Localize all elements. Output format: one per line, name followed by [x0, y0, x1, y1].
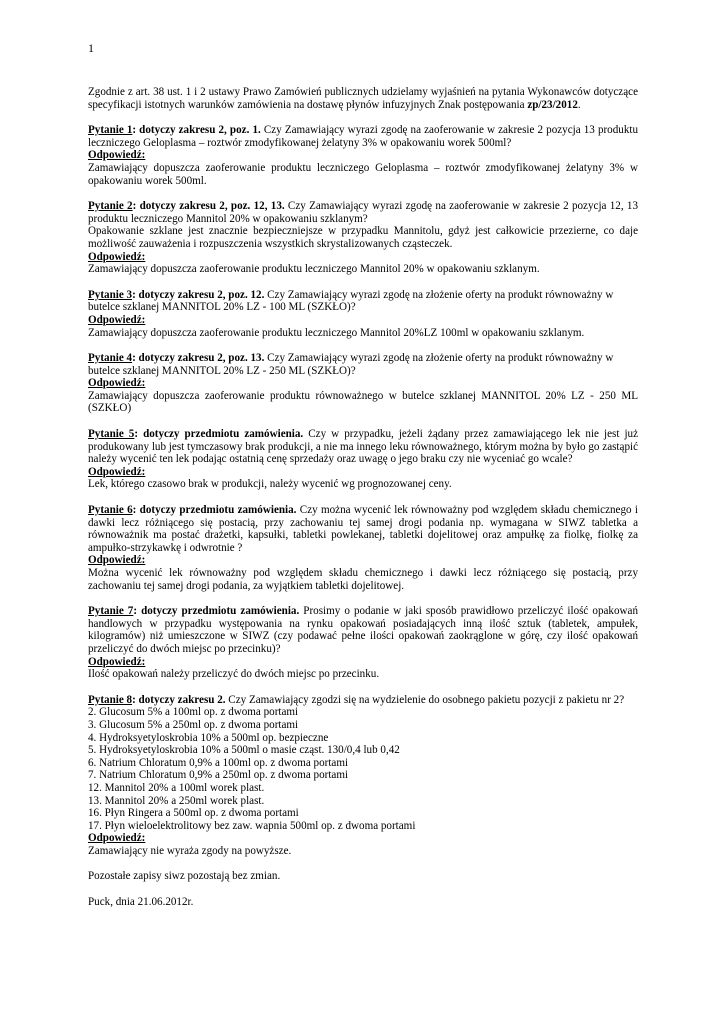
- question-extra: Opakowanie szklane jest znacznie bezpieczniejsze w przypadku Mannitolu, gdyż jest całkowicie przezierne, co daje możliwość zauważenia i rozpuszczenia wszystkich skrystalizowanych cząsteczek.: [88, 225, 638, 250]
- question-4-text: [88, 352, 638, 365]
- question-body: Czy można wycenić lek równoważny pod względem składu chemicznego i dawki lecz różniącego się postacią, przy zachowaniu tej samej drogi podania np. wymagana w SIWZ tabletka a równoważnik ma postać drażetki, kapsułki, tabletki powlekanej, tabletki dojelitowej oraz ampułkę za fiolkę, fiolkę za ampułko-strzykawkę i odwrotnie ?: [88, 504, 638, 554]
- list-item: 7. Natrium Chloratum 0,9% a 250ml op. z dwoma portami: [88, 769, 349, 782]
- question-3-text: [88, 289, 638, 302]
- closing-statement: Pozostałe zapisy siwz pozostają bez zmian.: [88, 870, 281, 883]
- question-1-text: [88, 124, 638, 149]
- answer-text: Lek, którego czasowo brak w produkcji, należy wycenić wg prognozowanej ceny.: [88, 478, 452, 491]
- question-label: Pytanie 5: [88, 428, 135, 441]
- question-subject: : dotyczy zakresu 2.: [132, 693, 226, 706]
- answer-label: Odpowiedź:: [88, 832, 146, 845]
- answer-text: Można wycenić lek równoważny pod względem składu chemicznego i dawki lecz różniącego się postacią, przy zachowaniu tej samej drogi podania, za wyjątkiem tabletki dojelitowej.: [88, 567, 638, 592]
- package-items-list: [88, 706, 638, 832]
- question-5: [88, 428, 638, 491]
- list-item: 16. Płyn Ringera a 500ml op. z dwoma portami: [88, 807, 299, 820]
- question-body-line1: Czy Zamawiający wyrazi zgodę na złożenie oferty na produkt równoważny w: [264, 288, 614, 301]
- procedure-code: zp/23/2012: [527, 98, 578, 111]
- question-subject: : dotyczy przedmiotu zamówienia.: [134, 428, 304, 441]
- answer-label: Odpowiedź:: [88, 250, 146, 263]
- question-subject: : dotyczy zakresu 2, poz. 1.: [132, 124, 261, 137]
- answer-label: Odpowiedź:: [88, 313, 146, 326]
- intro-end: .: [577, 98, 581, 111]
- page-number: 1: [88, 41, 94, 55]
- answer-text: Ilość opakowań należy przeliczyć do dwóch miejsc po przecinku.: [88, 668, 380, 681]
- intro-paragraph: [88, 86, 638, 111]
- answer-text: Zamawiający dopuszcza zaoferowanie produktu równoważnego w butelce szklanej MANNITOL 20% LZ - 250 ML (SZKŁO): [88, 389, 638, 415]
- list-item: 13. Mannitol 20% a 250ml worek plast.: [88, 794, 265, 807]
- question-subject: : dotyczy zakresu 2, poz. 13.: [132, 352, 265, 365]
- question-body-line2: butelce szklanej MANNITOL 20% LZ - 250 ML (SZKŁO)?: [88, 364, 356, 377]
- document-body: [88, 86, 638, 922]
- list-item: 17. Płyn wieloelektrolitowy bez zaw. wapnia 500ml op. z dwoma portami: [88, 819, 416, 832]
- question-8: [88, 694, 638, 858]
- question-body-line1: Czy Zamawiający wyrazi zgodę na złożenie oferty na produkt równoważny w: [264, 352, 614, 365]
- question-7: [88, 605, 638, 681]
- question-label: Pytanie 1: [88, 124, 133, 137]
- question-2-text: [88, 200, 638, 225]
- question-label: Pytanie 8: [88, 693, 133, 706]
- answer-label: Odpowiedź:: [88, 149, 146, 162]
- question-2: [88, 200, 638, 276]
- question-6-text: [88, 504, 638, 554]
- list-item: 2. Glucosum 5% a 100ml op. z dwoma portami: [88, 706, 299, 719]
- list-item: 12. Mannitol 20% a 100ml worek plast.: [88, 781, 265, 794]
- question-label: Pytanie 6: [88, 504, 133, 517]
- answer-text: Zamawiający dopuszcza zaoferowanie produktu leczniczego Geloplasma – roztwór zmodyfikowanej żelatyny 3% w opakowaniu worek 500ml.: [88, 161, 638, 187]
- question-body: Czy Zamawiający wyrazi zgodę na zaoferowanie w zakresie 2 pozycja 13 produktu leczniczego Geloplasma – roztwór zmodyfikowanej żelatyny 3% w opakowaniu worek 500ml?: [88, 124, 638, 149]
- answer-label: Odpowiedź:: [88, 377, 146, 390]
- question-3: [88, 289, 638, 339]
- list-item: 5. Hydroksyetyloskrobia 10% a 500ml o masie cząst. 130/0,4 lub 0,42: [88, 744, 400, 757]
- question-body: Czy w przypadku, jeżeli żądany przez zamawiającego lek nie jest już produkowany lub jest tymczasowy brak produkcji, a nie ma innego leku równoważnego, którym można by było go zastąpić należy wycenić ten lek podając ostatnią cenę sprzedaży oraz uwagę o jego braku czy nie wyceniać go wcale?: [88, 428, 638, 466]
- question-7-text: [88, 605, 638, 655]
- question-1: [88, 124, 638, 187]
- question-label: Pytanie 3: [88, 288, 133, 301]
- list-item: 3. Glucosum 5% a 250ml op. z dwoma portami: [88, 718, 299, 731]
- answer-text: Zamawiający nie wyraża zgody na powyższe.: [88, 844, 292, 857]
- question-label: Pytanie 2: [88, 200, 133, 213]
- question-subject: : dotyczy przedmiotu zamówienia.: [133, 605, 300, 618]
- question-6: [88, 504, 638, 592]
- intro-text: Zgodnie z art. 38 ust. 1 i 2 ustawy Prawo Zamówień publicznych udzielamy wyjaśnień na pytania Wykonawców dotyczące specyfikacji istotnych warunków zamówienia na dostawę płynów infuzyjnych Znak postępowania: [88, 86, 638, 111]
- question-label: Pytanie 4: [88, 352, 133, 365]
- question-label: Pytanie 7: [88, 605, 134, 618]
- question-subject: : dotyczy zakresu 2, poz. 12, 13.: [132, 200, 285, 213]
- answer-label: Odpowiedź:: [88, 655, 146, 668]
- answer-text: Zamawiający dopuszcza zaoferowanie produktu leczniczego Mannitol 20% w opakowaniu szklanym.: [88, 263, 540, 276]
- question-body-line2: butelce szklanej MANNITOL 20% LZ - 100 ML (SZKŁO)?: [88, 301, 356, 314]
- question-subject: : dotyczy przedmiotu zamówienia.: [132, 504, 297, 517]
- answer-label: Odpowiedź:: [88, 465, 146, 478]
- list-item: 6. Natrium Chloratum 0,9% a 100ml op. z dwoma portami: [88, 756, 349, 769]
- question-subject: : dotyczy zakresu 2, poz. 12.: [132, 288, 265, 301]
- list-item: 4. Hydroksyetyloskrobia 10% a 500ml op. bezpieczne: [88, 731, 329, 744]
- question-5-text: [88, 428, 638, 466]
- place-and-date: Puck, dnia 21.06.2012r.: [88, 896, 194, 909]
- question-8-text: [88, 694, 638, 707]
- question-body: Czy Zamawiający wyrazi zgodę na zaoferowanie w zakresie 2 pozycja 12, 13 produktu leczniczego Mannitol 20% w opakowaniu szklanym?: [88, 200, 639, 225]
- answer-text: Zamawiający dopuszcza zaoferowanie produktu leczniczego Mannitol 20%LZ 100ml w opakowaniu szklanym.: [88, 326, 585, 339]
- question-body: Prosimy o podanie w jaki sposób prawidłowo przeliczyć ilość opakowań handlowych w przypadku występowania na rynku opakowań posiadających inną ilość sztuk (tabletek, ampułek, kilogramów) niż umieszczone w SIWZ (czy podawać pełne ilości opakowań zaokrąglone w górę, czy ilość opakowań przeliczyć do dwóch miejsc po przecinku)?: [88, 605, 639, 655]
- question-body: Czy Zamawiający zgodzi się na wydzielenie do osobnego pakietu pozycji z pakietu nr 2?: [225, 693, 625, 706]
- question-4: [88, 352, 638, 415]
- answer-label: Odpowiedź:: [88, 554, 146, 567]
